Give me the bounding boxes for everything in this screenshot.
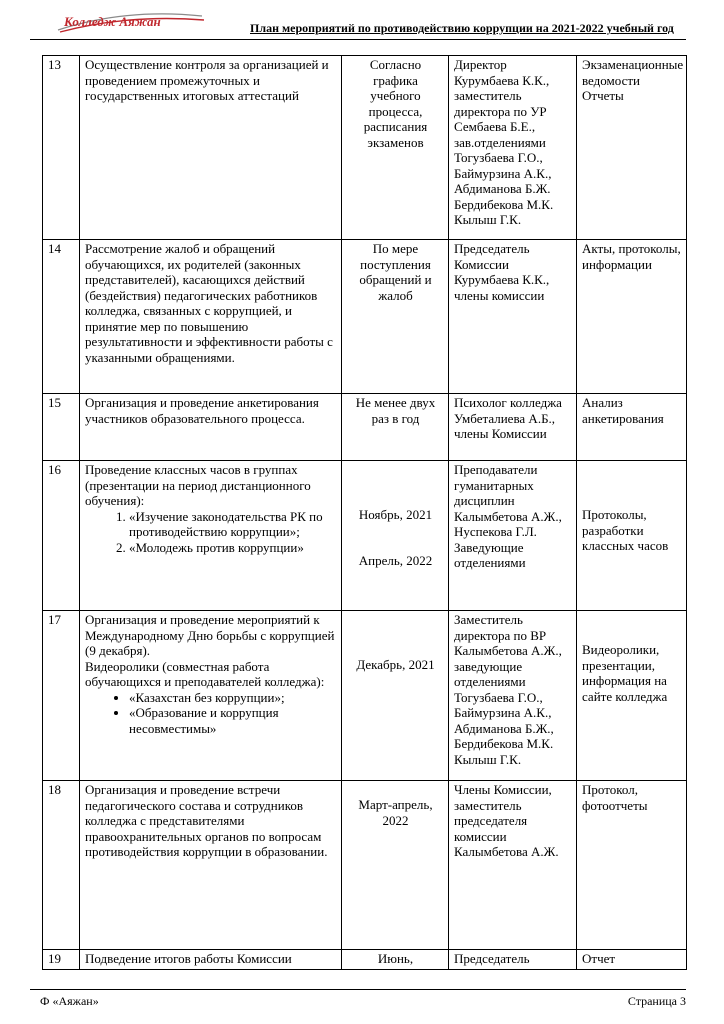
event-list (85, 690, 337, 737)
event-list (85, 509, 337, 556)
table-row (43, 240, 687, 394)
deadline-cell: Март-апрель, 2022 (342, 781, 449, 950)
row-number: 17 (43, 611, 80, 781)
responsible-cell: Преподаватели гуманитарных дисциплин Калымбетова А.Ж., Нуспекова Г.Л. Заведующие отделениями (449, 461, 577, 611)
event-cell: Осуществление контроля за организацией и проведением промежуточных и государственных итоговых аттестаций (80, 56, 342, 240)
deadline-cell: Декабрь, 2021 (342, 611, 449, 781)
responsible-cell: Заместитель директора по ВР Калымбетова А.Ж., заведующие отделениями Тогузбаева Г.О., Баймурзина А.К., Абдиманова Б.Ж., Бердибекова М.К. Кылыш Г.К. (449, 611, 577, 781)
result-cell: Видеоролики, презентации, информация на сайте колледжа (577, 611, 687, 781)
table-row (43, 950, 687, 970)
logo-wordmark: Колледж Аяжан (64, 14, 161, 29)
row-number: 19 (43, 950, 80, 970)
deadline-cell: Согласно графика учебного процесса, расписания экзаменов (342, 56, 449, 240)
event-cell: Подведение итогов работы Комиссии (80, 950, 342, 970)
footer-page-number: Страница 3 (627, 994, 686, 1008)
responsible-cell: Председатель (449, 950, 577, 970)
event-cell: Рассмотрение жалоб и обращений обучающихся, их родителей (законных представителей), касающихся действий (бездействия) педагогических работников колледжа, связанных с коррупцией, и принятие мер по повышению результативности и эффективности работы с указанными обращениями. (80, 240, 342, 394)
footer-organization: Ф «Аяжан» (40, 994, 99, 1008)
list-item: • «Образование и коррупция несовместимы» (129, 705, 337, 736)
college-logo (56, 10, 206, 34)
row-number: 18 (43, 781, 80, 950)
row-number: 13 (43, 56, 80, 240)
list-item: 2. «Молодежь против коррупции» (129, 540, 337, 556)
event-cell: Организация и проведение анкетирования участников образовательного процесса. (80, 394, 342, 461)
table-row (43, 394, 687, 461)
event-cell: Организация и проведение мероприятий к Международному Дню борьбы с коррупцией (9 декабря). Видеоролики (совместная работа обучающихся и преподавателей колледжа): • «Казахстан без коррупции»; • «Образование и коррупция несовместимы» (80, 611, 342, 781)
row-number: 15 (43, 394, 80, 461)
event-cell: Проведение классных часов в группах (презентации на период дистанционного обучения): 1. «Изучение законодательства РК по противодействию коррупции»; 2. «Молодежь против коррупции» (80, 461, 342, 611)
deadline-cell: Не менее двух раз в год (342, 394, 449, 461)
result-cell: Отчет (577, 950, 687, 970)
responsible-cell: Директор Курумбаева К.К., заместитель директора по УР Сембаева Б.Е., зав.отделениями Тогузбаева Г.О., Баймурзина А.К., Абдиманова Б.Ж. Бердибекова М.К. Кылыш Г.К. (449, 56, 577, 240)
deadline-cell: Июнь, (342, 950, 449, 970)
responsible-cell: Председатель Комиссии Курумбаева К.К., члены комиссии (449, 240, 577, 394)
responsible-cell: Члены Комиссии, заместитель председателя комиссии Калымбетова А.Ж. (449, 781, 577, 950)
row-number: 14 (43, 240, 80, 394)
row-number: 16 (43, 461, 80, 611)
list-item: 1. «Изучение законодательства РК по противодействию коррупции»; (129, 509, 337, 540)
event-cell: Организация и проведение встречи педагогического состава и сотрудников колледжа с представителями правоохранительных органов по вопросам противодействия коррупции в образовании. (80, 781, 342, 950)
list-item: • «Казахстан без коррупции»; (129, 690, 337, 706)
header-divider (30, 39, 686, 40)
result-cell: Экзаменационные ведомости Отчеты (577, 56, 687, 240)
result-cell: Протокол, фотоотчеты (577, 781, 687, 950)
deadline-cell: По мере поступления обращений и жалоб (342, 240, 449, 394)
table-row (43, 781, 687, 950)
footer-divider (30, 989, 686, 990)
table-row (43, 56, 687, 240)
anti-corruption-plan-table (42, 55, 687, 970)
deadline-cell: Ноябрь, 2021 Апрель, 2022 (342, 461, 449, 611)
table-row (43, 611, 687, 781)
result-cell: Акты, протоколы, информации (577, 240, 687, 394)
result-cell: Протоколы, разработки классных часов (577, 461, 687, 611)
result-cell: Анализ анкетирования (577, 394, 687, 461)
responsible-cell: Психолог колледжа Умбеталиева А.Б., члены Комиссии (449, 394, 577, 461)
page-header-title: План мероприятий по противодействию коррупции на 2021-2022 учебный год (250, 21, 674, 35)
table-row (43, 461, 687, 611)
